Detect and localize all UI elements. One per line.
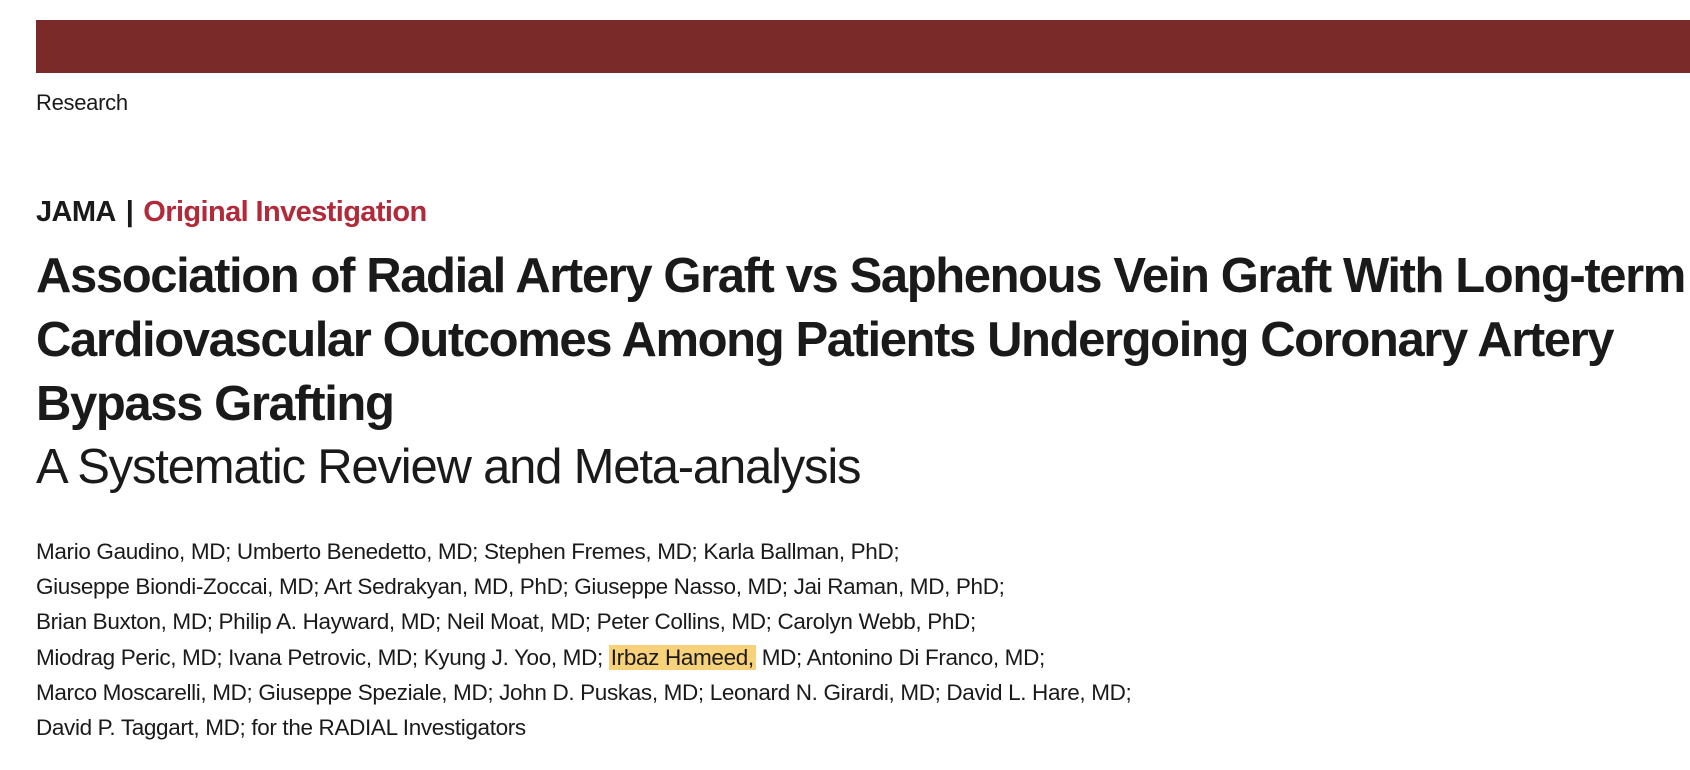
journal-name: JAMA — [36, 196, 116, 228]
author-line-highlighted — [36, 640, 1131, 675]
author-line: David P. Taggart, MD; for the RADIAL Investigators — [36, 715, 526, 741]
header-bar — [36, 20, 1690, 73]
author-line: Giuseppe Biondi-Zoccai, MD; Art Sedrakyan, MD, PhD; Giuseppe Nasso, MD; Jai Raman, MD, PhD; — [36, 574, 1005, 600]
section-label: Research — [36, 90, 128, 115]
article-subtitle: A Systematic Review and Meta-analysis — [36, 440, 861, 494]
title-line: Cardiovascular Outcomes Among Patients Undergoing Coronary Artery — [36, 313, 1614, 367]
author-line: Marco Moscarelli, MD; Giuseppe Speziale, MD; John D. Puskas, MD; Leonard N. Girardi, MD; David L. Hare, MD; — [36, 679, 1132, 705]
author-line: Brian Buxton, MD; Philip A. Hayward, MD; Neil Moat, MD; Peter Collins, MD; Carolyn Webb, PhD; — [36, 609, 976, 635]
kicker-separator: | — [125, 196, 134, 228]
author-line: Mario Gaudino, MD; Umberto Benedetto, MD; Stephen Fremes, MD; Karla Ballman, PhD; — [36, 539, 900, 564]
article-category: Original Investigation — [143, 196, 427, 228]
article-kicker — [36, 196, 427, 229]
author-text: Miodrag Peric, MD; Ivana Petrovic, MD; Kyung J. Yoo, MD; — [36, 644, 609, 670]
title-line: Bypass Grafting — [36, 377, 394, 431]
author-list — [36, 534, 1131, 745]
author-text: MD; Antonino Di Franco, MD; — [755, 644, 1045, 670]
article-title — [36, 244, 1690, 436]
highlighted-author: Irbaz Hameed, — [610, 644, 754, 670]
title-line: Association of Radial Artery Graft vs Saphenous Vein Graft With Long-term — [36, 249, 1685, 303]
